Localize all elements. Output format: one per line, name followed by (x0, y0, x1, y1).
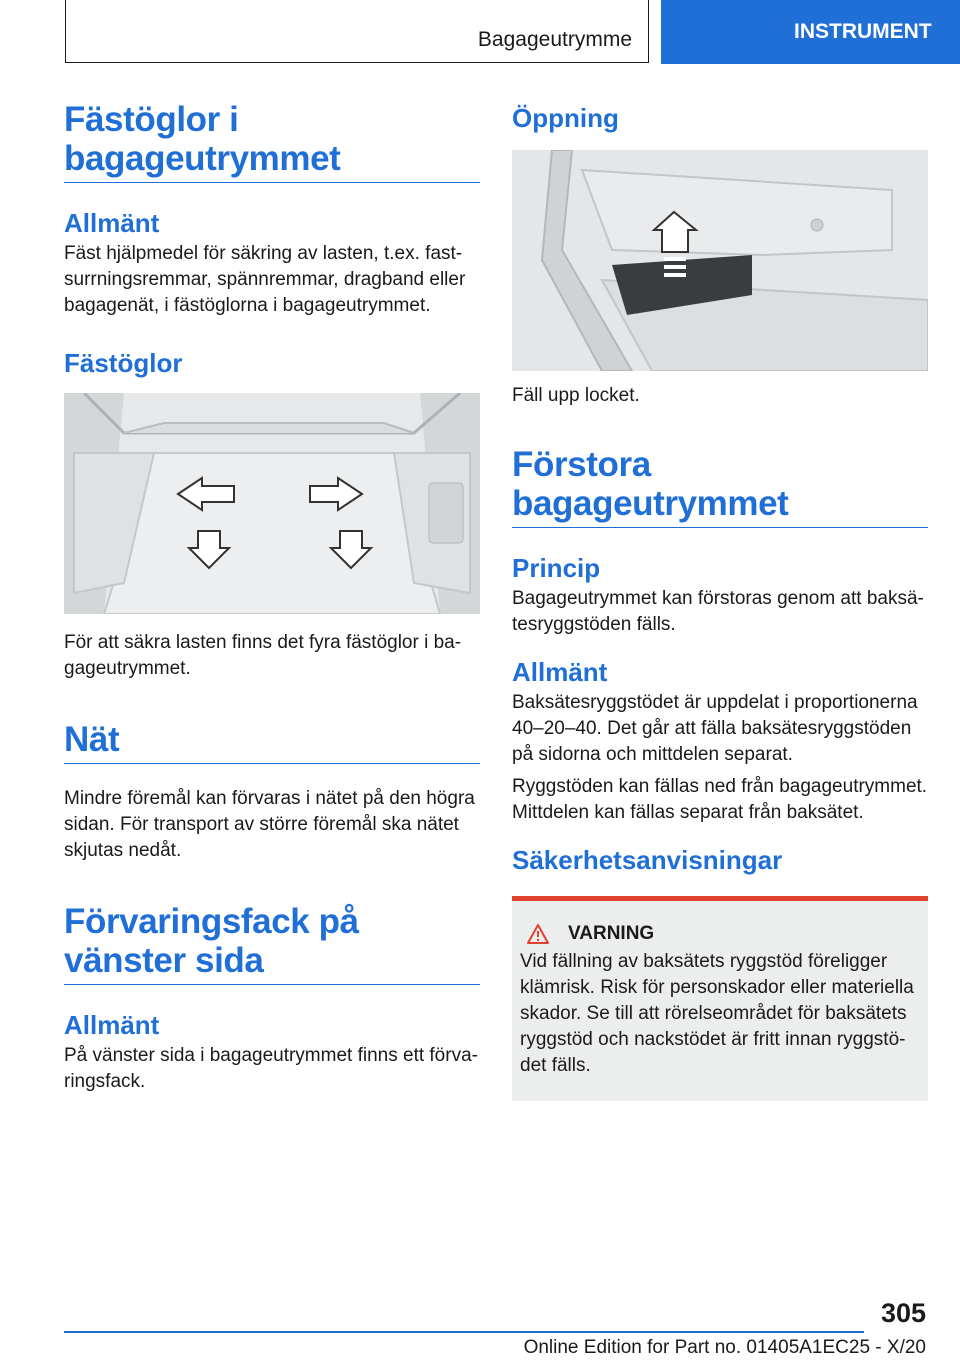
warning-triangle-icon (526, 923, 550, 945)
subheading-sakerhet: Säkerhetsanvisningar (512, 845, 783, 875)
warning-box (512, 896, 928, 1101)
page-number: 305 (880, 1298, 926, 1328)
footer-edition: Online Edition for Part no. 01405A1EC25 - X/20 (523, 1337, 926, 1358)
text-nat: Mindre föremål kan förvaras i nätet på den högra sidan. För transport av större föremål ska nätet skjutas nedåt. (64, 788, 475, 861)
subheading-oppning: Öppning (512, 103, 619, 133)
header-tab-instrument: INSTRUMENT (661, 0, 960, 64)
warning-header (520, 923, 920, 945)
header-section-title: Bagageutrymme (477, 28, 632, 51)
subheading-allmant-2: Allmänt (64, 1010, 160, 1040)
text-allmant: Fäst hjälpmedel för säkring av lasten, t.ex. fast-surrningsremmar, spännremmar, dragband eller bagagenät, i fästöglorna i bagageutrymmet. (64, 243, 466, 316)
heading-forstora: Förstora bagageutrymmet (512, 445, 928, 528)
lid-opening-photo (512, 150, 928, 371)
footer-rule (64, 1331, 864, 1333)
trunk-eyelets-photo (64, 393, 480, 614)
caption-fastoglor: För att säkra lasten finns det fyra fästöglor i ba-gageutrymmet. (64, 632, 462, 679)
heading-nat: Nät (64, 720, 480, 764)
subheading-fastoglor: Fästöglor (64, 348, 183, 378)
heading-forvaringsfack: Förvaringsfack på vänster sida (64, 902, 480, 985)
text-allmant-right-2: Ryggstöden kan fällas ned från bagageutrymmet. Mittdelen kan fällas separat från baksätet. (512, 776, 928, 823)
lid-illustration (512, 150, 928, 371)
subheading-princip: Princip (512, 553, 601, 583)
text-forvaringsfack: På vänster sida i bagageutrymmet finns ett förva-ringsfack. (64, 1045, 478, 1092)
subheading-allmant: Allmänt (64, 208, 160, 238)
warning-title: VARNING (568, 923, 655, 944)
heading-fastoglor: Fästöglor i bagageutrymmet (64, 100, 480, 183)
warning-text: Vid fällning av baksätets ryggstöd föreligger klämrisk. Risk för personskador eller materiella skador. Se till att rörelseområdet för baksätets ryggstöd och nackstödet är fritt innan ryggstö-det fälls. (520, 951, 914, 1076)
text-princip: Bagageutrymmet kan förstoras genom att baksä-tesryggstöden fälls. (512, 588, 924, 635)
right-column (512, 100, 928, 1101)
left-column (64, 100, 480, 1095)
text-allmant-right-1: Baksätesryggstödet är uppdelat i proportionerna 40–20–40. Det går att fälla baksätesryggstöden på sidorna och mittdelen separat. (512, 692, 918, 765)
subheading-allmant-right: Allmänt (512, 657, 608, 687)
text-oppning: Fäll upp locket. (512, 385, 640, 406)
trunk-illustration (64, 393, 480, 614)
